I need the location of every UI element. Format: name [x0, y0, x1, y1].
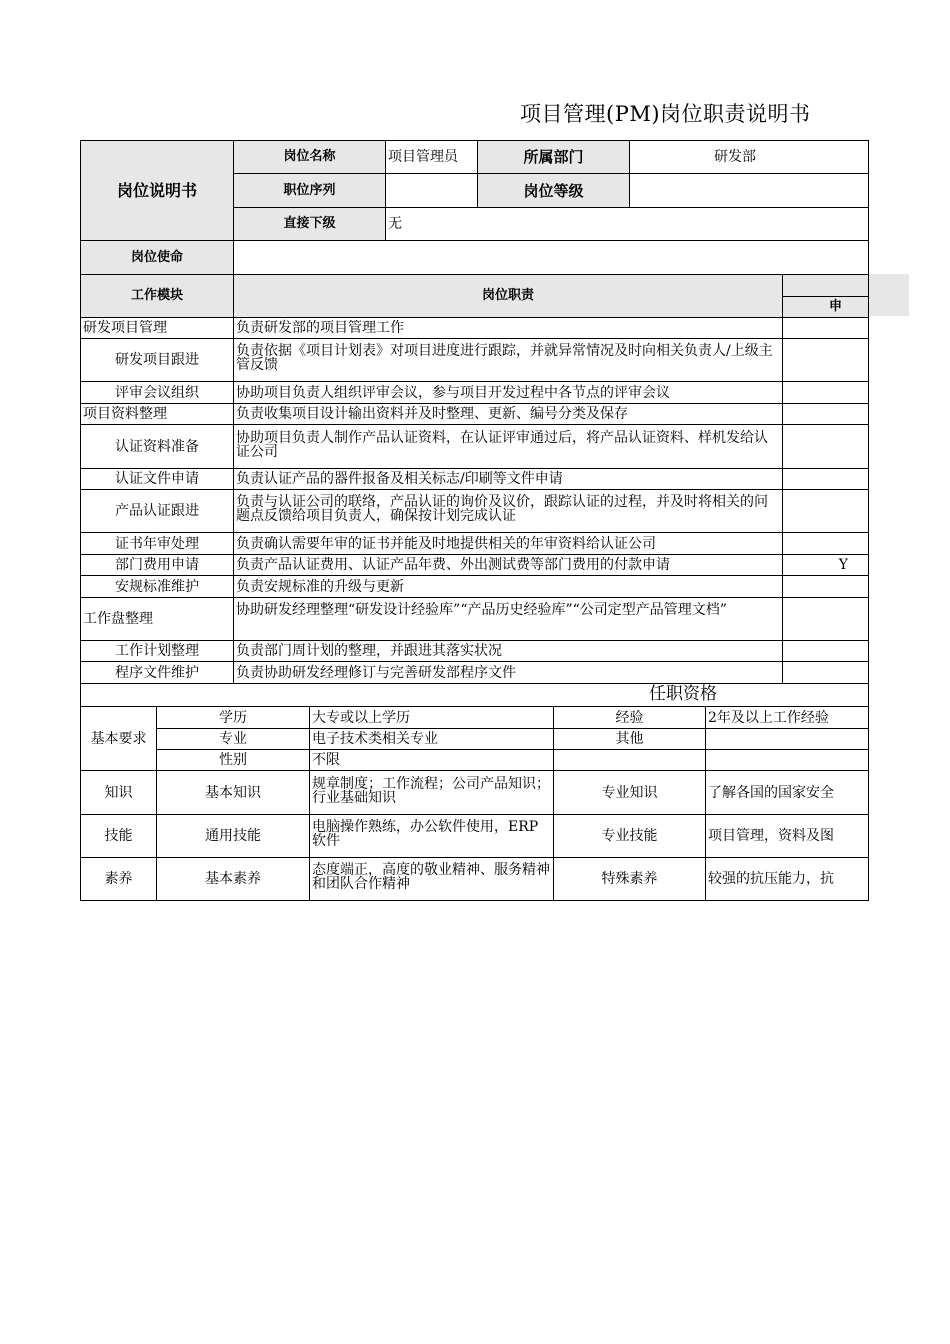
duty-module: 工作盘整理	[80, 597, 234, 641]
col-duty-header: 岗位职责	[233, 274, 783, 318]
duty-text: 负责协助研发经理修订与完善研发部程序文件	[233, 661, 783, 684]
duty-text: 负责认证产品的器件报备及相关标志/印刷等文件申请	[233, 468, 783, 490]
duty-text: 协助研发经理整理“研发设计经验库”“产品历史经验库”“公司定型产品管理文档”	[233, 597, 783, 641]
duty-extra	[782, 640, 869, 662]
exp-value: 2年及以上工作经验	[705, 706, 869, 729]
duty-extra	[782, 381, 869, 404]
duty-module: 产品认证跟进	[80, 489, 234, 533]
sub-value: 无	[385, 207, 869, 241]
special-quality-value: 较强的抗压能力，抗	[705, 857, 869, 901]
level-label: 岗位等级	[477, 173, 630, 208]
duty-extra	[782, 597, 869, 641]
duty-extra	[782, 338, 869, 382]
duty-text: 负责安规标准的升级与更新	[233, 575, 783, 598]
duty-module: 证书年审处理	[80, 532, 234, 555]
duty-text: 负责依据《项目计划表》对项目进度进行跟踪，并就异常情况及时向相关负责人/上级主管反馈	[233, 338, 783, 382]
edu-label: 学历	[156, 706, 310, 729]
mission-label: 岗位使命	[80, 240, 234, 275]
duty-extra	[782, 424, 869, 469]
duty-module: 部门费用申请	[80, 554, 234, 576]
section-title: 岗位说明书	[80, 140, 234, 241]
edu-value: 大专或以上学历	[309, 706, 554, 729]
pro-skill-label: 专业技能	[553, 814, 706, 858]
dept-value: 研发部	[629, 140, 869, 174]
empty-cell	[705, 749, 869, 771]
duty-extra: Y	[782, 554, 869, 576]
quality-group-label: 素养	[80, 857, 157, 901]
basic-knowledge-label: 基本知识	[156, 770, 310, 815]
skill-group-label: 技能	[80, 814, 157, 858]
special-quality-label: 特殊素养	[553, 857, 706, 901]
post-name-value: 项目管理员	[385, 140, 478, 174]
col-extra-header: 申	[782, 296, 869, 318]
duty-text: 负责产品认证费用、认证产品年费、外出测试费等部门费用的付款申请	[233, 554, 783, 576]
duty-extra	[782, 317, 869, 339]
duty-module: 程序文件维护	[80, 661, 234, 684]
duty-extra	[782, 532, 869, 555]
duty-text: 协助项目负责人制作产品认证资料，在认证评审通过后，将产品认证资料、样机发给认证公司	[233, 424, 783, 469]
basic-quality-value: 态度端正，高度的敬业精神、服务精神和团队合作精神	[309, 857, 554, 901]
basic-quality-label: 基本素养	[156, 857, 310, 901]
duty-extra	[782, 489, 869, 533]
duty-module: 认证文件申请	[80, 468, 234, 490]
other-value	[705, 728, 869, 750]
qualifications-heading: 任职资格	[649, 684, 717, 704]
seq-value	[385, 173, 478, 208]
seq-label: 职位序列	[233, 173, 386, 208]
basic-knowledge-value: 规章制度；工作流程；公司产品知识；行业基础知识	[309, 770, 554, 815]
exp-label: 经验	[553, 706, 706, 729]
duty-module: 研发项目跟进	[80, 338, 234, 382]
duty-text: 协助项目负责人组织评审会议，参与项目开发过程中各节点的评审会议	[233, 381, 783, 404]
duty-text: 负责确认需要年审的证书并能及时地提供相关的年审资料给认证公司	[233, 532, 783, 555]
general-skill-value: 电脑操作熟练，办公软件使用，ERP软件	[309, 814, 554, 858]
duty-text: 负责收集项目设计输出资料并及时整理、更新、编号分类及保存	[233, 403, 783, 425]
major-value: 电子技术类相关专业	[309, 728, 554, 750]
col-module-header: 工作模块	[80, 274, 234, 318]
mission-value	[233, 240, 869, 275]
major-label: 专业	[156, 728, 310, 750]
duty-module: 评审会议组织	[80, 381, 234, 404]
empty-cell	[553, 749, 706, 771]
duty-extra	[782, 575, 869, 598]
duty-text: 负责研发部的项目管理工作	[233, 317, 783, 339]
level-value	[629, 173, 869, 208]
duty-module: 研发项目管理	[80, 317, 234, 339]
post-name-label: 岗位名称	[233, 140, 386, 174]
sub-label: 直接下级	[233, 207, 386, 241]
duty-text: 负责部门周计划的整理，并跟进其落实状况	[233, 640, 783, 662]
duty-module: 项目资料整理	[80, 403, 234, 425]
duty-module: 认证资料准备	[80, 424, 234, 469]
duty-extra	[782, 468, 869, 490]
qualifications-heading-row	[80, 683, 869, 707]
dept-label: 所属部门	[477, 140, 630, 174]
duty-module: 工作计划整理	[80, 640, 234, 662]
pro-knowledge-label: 专业知识	[553, 770, 706, 815]
gender-label: 性别	[156, 749, 310, 771]
basic-group-label: 基本要求	[80, 706, 157, 771]
duty-text: 负责与认证公司的联络，产品认证的询价及议价，跟踪认证的过程，并及时将相关的问题点反馈给项目负责人，确保按计划完成认证	[233, 489, 783, 533]
other-label: 其他	[553, 728, 706, 750]
general-skill-label: 通用技能	[156, 814, 310, 858]
pro-knowledge-value: 了解各国的国家安全	[705, 770, 869, 815]
duty-module: 安规标准维护	[80, 575, 234, 598]
knowledge-group-label: 知识	[80, 770, 157, 815]
gender-value: 不限	[309, 749, 554, 771]
page-title: 项目管理(PM)岗位职责说明书	[520, 102, 811, 126]
duty-extra	[782, 403, 869, 425]
duty-extra	[782, 661, 869, 684]
col-extra-header-top	[782, 274, 869, 297]
pro-skill-value: 项目管理，资料及图	[705, 814, 869, 858]
